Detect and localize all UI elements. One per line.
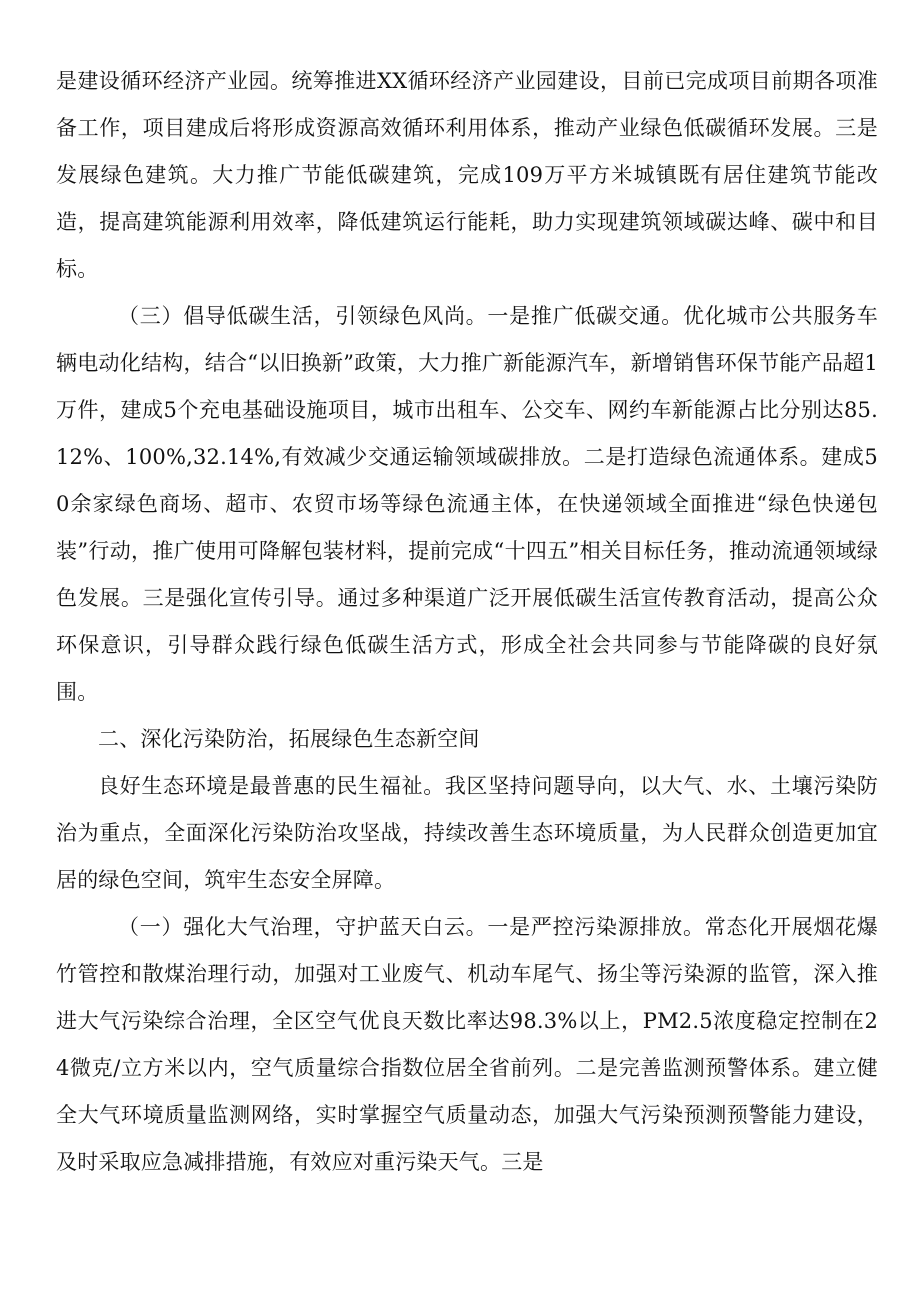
paragraph-circular-economy: 是建设循环经济产业园。统筹推进XX循环经济产业园建设，目前已完成项目前期各项准备工作，项目建成后将形成资源高效循环利用体系，推动产业绿色低碳循环发展。三是发展绿色建筑。大力推广节能低碳建筑，完成109万平方米城镇既有居住建筑节能改造，提高建筑能源利用效率，降低建筑运行能耗，助力实现建筑领域碳达峰、碳中和目标。 [56, 69, 878, 281]
paragraph-low-carbon-life: （三）倡导低碳生活，引领绿色风尚。一是推广低碳交通。优化城市公共服务车辆电动化结构，结合“以旧换新”政策，大力推广新能源汽车，新增销售环保节能产品超1万件，建成5个充电基础设施项目，城市出租车、公交车、网约车新能源占比分别达85.12%、100%,32.14%,有效减少交通运输领域碳排放。二是打造绿色流通体系。建成50余家绿色商场、超市、农贸市场等绿色流通主体，在快递领域全面推进“绿色快递包装”行动，推广使用可降解包装材料，提前完成“十四五”相关目标任务，推动流通领域绿色发展。三是强化宣传引导。通过多种渠道广泛开展低碳生活宣传教育活动，提高公众环保意识，引导群众践行绿色低碳生活方式，形成全社会共同参与节能降碳的良好氛围。 [56, 304, 878, 704]
paragraph-ecology-intro: 良好生态环境是最普惠的民生福祉。我区坚持问题导向，以大气、水、土壤污染防治为重点，全面深化污染防治攻坚战，持续改善生态环境质量，为人民群众创造更加宜居的绿色空间，筑牢生态安全屏障。 [56, 774, 878, 892]
paragraph-air-governance: （一）强化大气治理，守护蓝天白云。一是严控污染源排放。常态化开展烟花爆竹管控和散煤治理行动，加强对工业废气、机动车尾气、扬尘等污染源的监管，深入推进大气污染综合治理，全区空气优良天数比率达98.3%以上，PM2.5浓度稳定控制在24微克/立方米以内，空气质量综合指数位居全省前列。二是完善监测预警体系。建立健全大气环境质量监测网络，实时掌握空气质量动态，加强大气污染预测预警能力建设，及时采取应急减排措施，有效应对重污染天气。三是 [56, 915, 878, 1174]
section-heading-pollution-control: 二、深化污染防治，拓展绿色生态新空间 [98, 727, 480, 751]
document-page [56, 58, 878, 1186]
